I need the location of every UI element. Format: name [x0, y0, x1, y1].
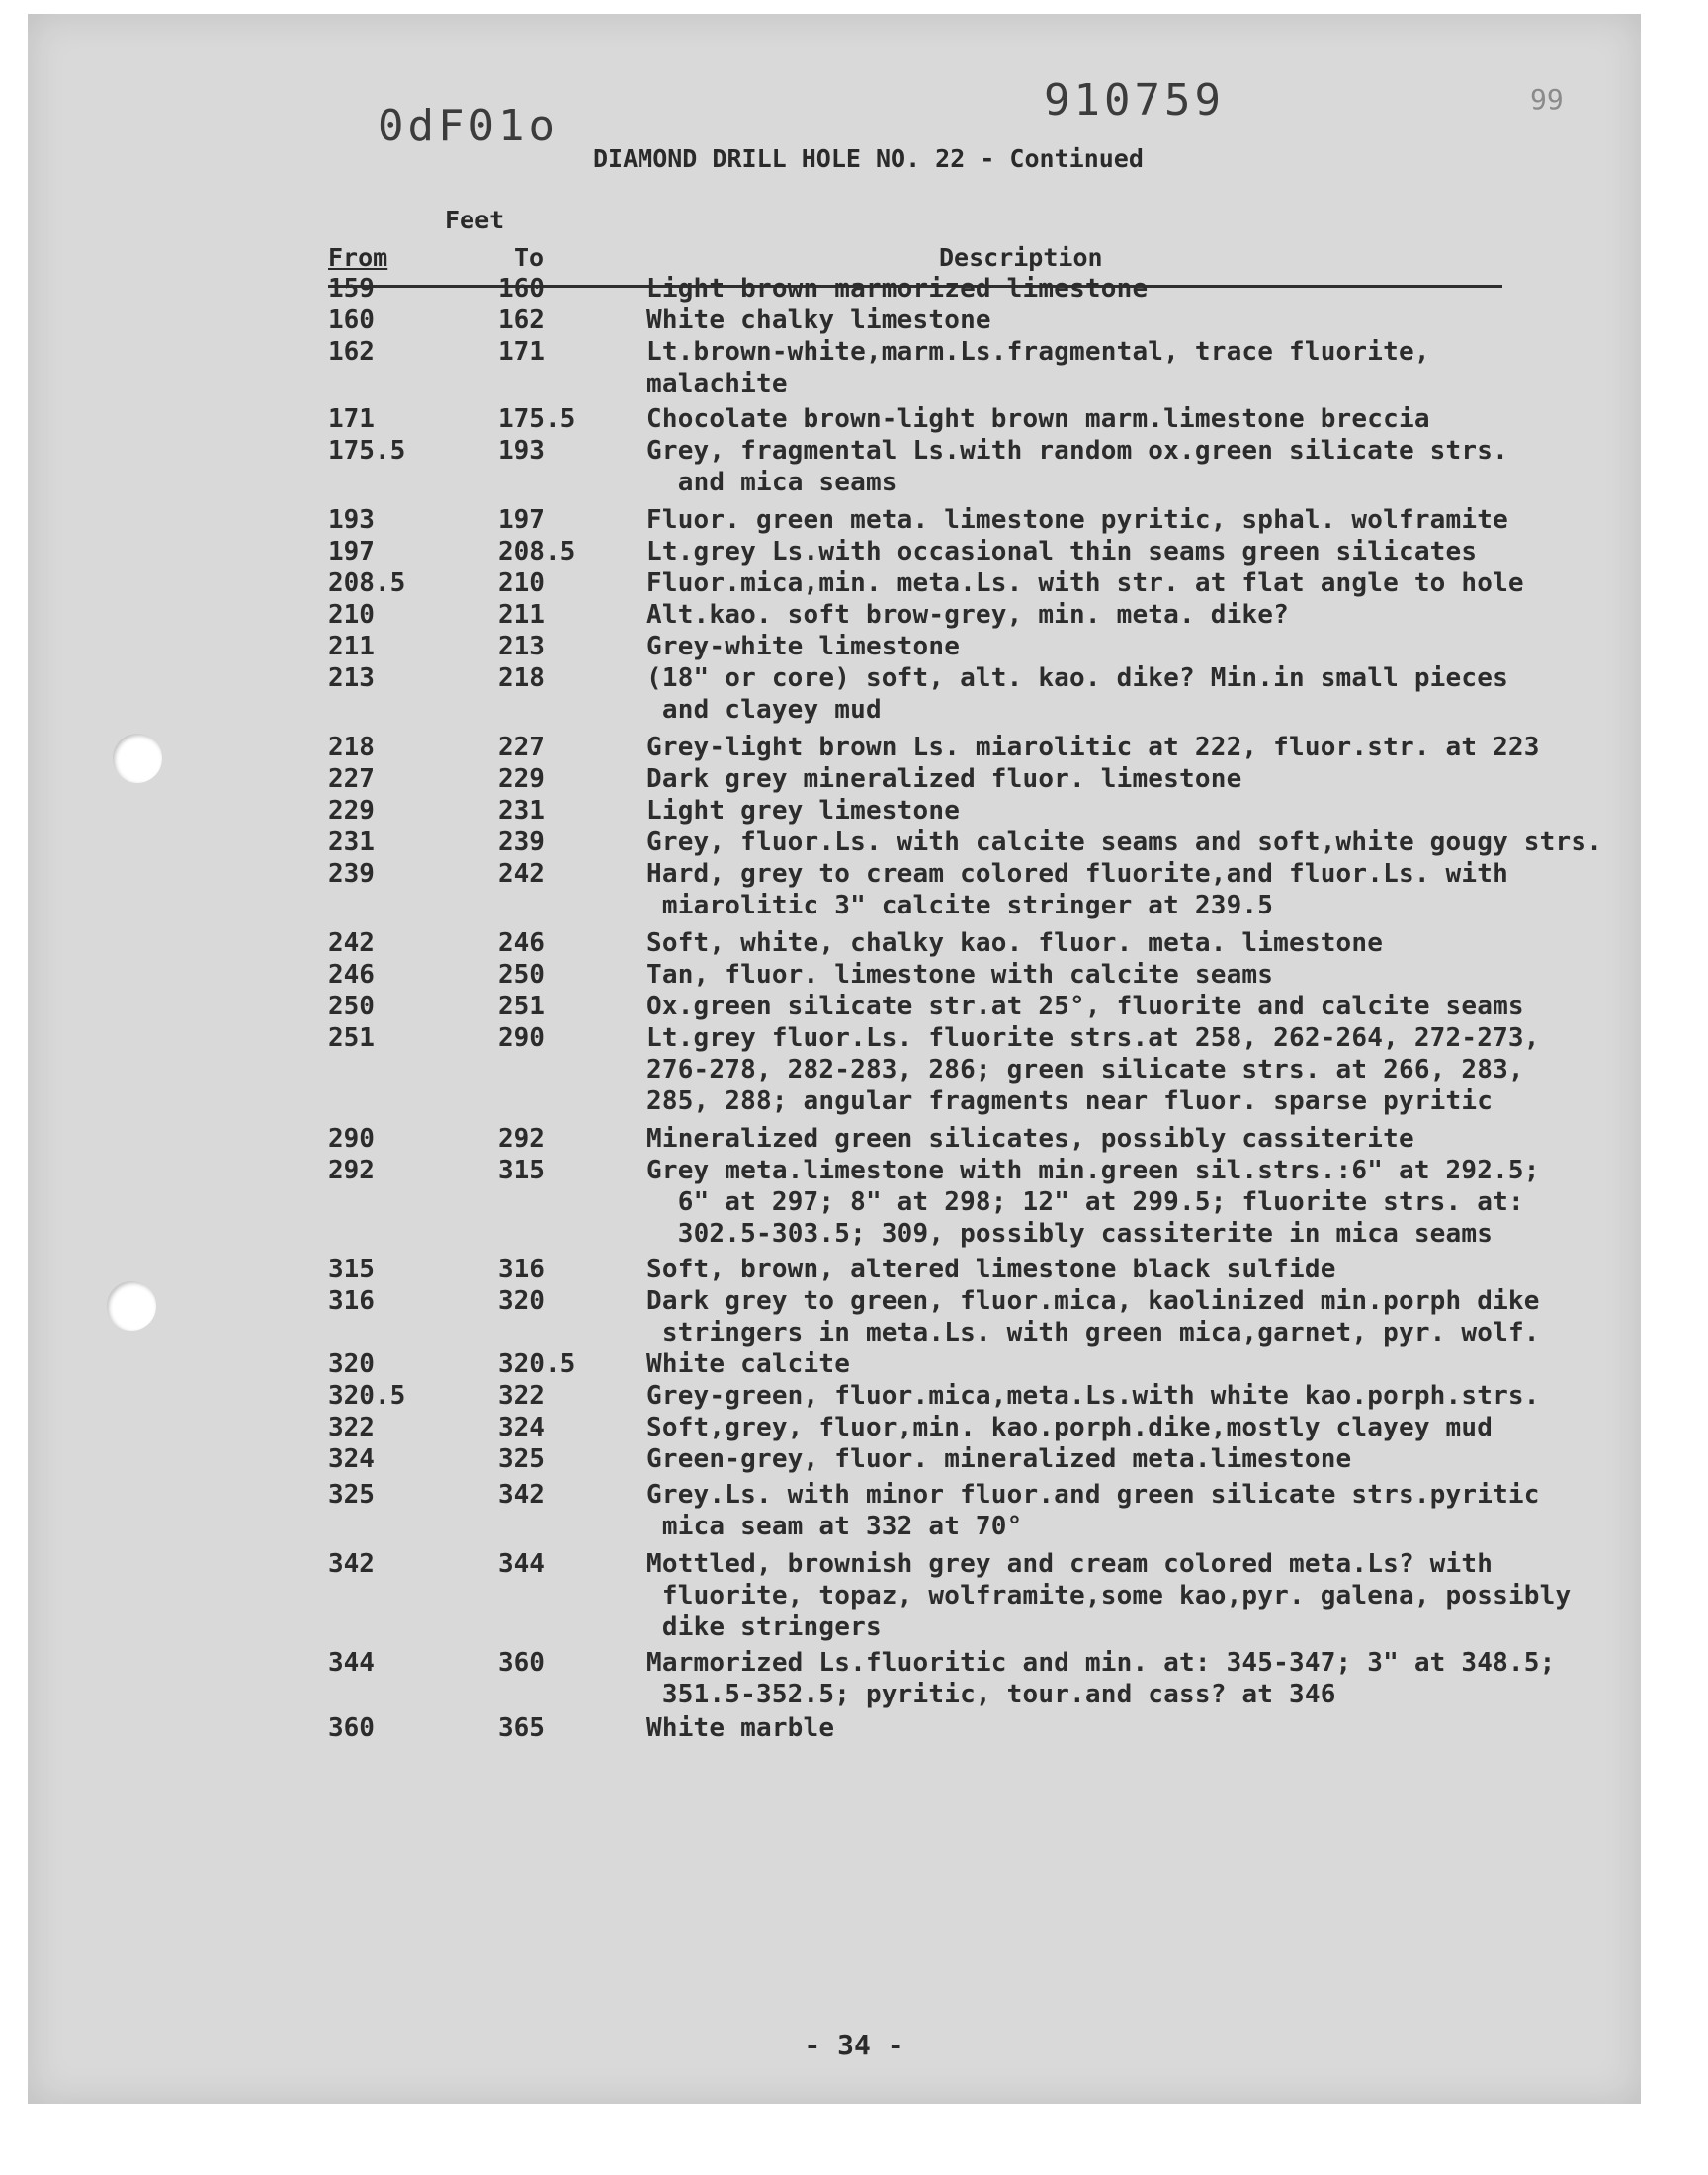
cell-from: 322	[328, 1413, 375, 1442]
table-row	[314, 1647, 1619, 1710]
cell-description: Grey-green, fluor.mica,meta.Ls.with white kao.porph.strs.	[646, 1381, 1540, 1411]
cell-to: 320.5	[498, 1349, 576, 1379]
left-stamp-number: 0dF01o	[378, 101, 558, 151]
cell-from: 197	[328, 537, 375, 566]
page-mark: 99	[1530, 83, 1564, 116]
cell-from: 193	[328, 505, 375, 535]
cell-to: 342	[498, 1480, 545, 1510]
cell-to: 229	[498, 764, 545, 794]
table-row	[314, 1443, 1619, 1475]
cell-to: 239	[498, 827, 545, 857]
cell-from: 325	[328, 1480, 375, 1510]
cell-to: 175.5	[498, 404, 576, 434]
cell-to: 160	[498, 274, 545, 304]
table-row	[314, 1254, 1619, 1285]
cell-to: 208.5	[498, 537, 576, 566]
cell-to: 324	[498, 1413, 545, 1442]
cell-description: Fluor. green meta. limestone pyritic, sphal. wolframite	[646, 505, 1508, 535]
cell-description: Hard, grey to cream colored fluorite,and fluor.Ls. with miarolitic 3" calcite stringer at 239.5	[646, 859, 1508, 920]
cell-description: Grey-light brown Ls. miarolitic at 222, fluor.str. at 223	[646, 733, 1540, 762]
cell-description: Lt.grey Ls.with occasional thin seams green silicates	[646, 537, 1478, 566]
header-to: To	[514, 243, 545, 272]
table-row	[314, 1285, 1619, 1348]
table-row	[314, 631, 1619, 662]
cell-description: Soft,grey, fluor,min. kao.porph.dike,mostly clayey mud	[646, 1413, 1494, 1442]
cell-from: 320.5	[328, 1381, 406, 1411]
cell-from: 229	[328, 796, 375, 826]
cell-description: Lt.grey fluor.Ls. fluorite strs.at 258, 262-264, 272-273, 276-278, 282-283, 286; green silicate strs. at 266, 283, 285, 288; angular fragments near fluor. sparse pyritic	[646, 1023, 1540, 1116]
table-row	[314, 763, 1619, 795]
cell-to: 197	[498, 505, 545, 535]
cell-to: 211	[498, 600, 545, 630]
table-row	[314, 1155, 1619, 1250]
cell-to: 193	[498, 436, 545, 466]
table-row	[314, 504, 1619, 536]
cell-to: 227	[498, 733, 545, 762]
cell-from: 213	[328, 663, 375, 693]
cell-from: 320	[328, 1349, 375, 1379]
cell-description: Soft, white, chalky kao. fluor. meta. limestone	[646, 928, 1384, 958]
cell-from: 316	[328, 1286, 375, 1316]
table-row	[314, 795, 1619, 826]
cell-to: 292	[498, 1124, 545, 1154]
cell-from: 175.5	[328, 436, 406, 466]
cell-description: Marmorized Ls.fluoritic and min. at: 345-347; 3" at 348.5; 351.5-352.5; pyritic, tour.and cass? at 346	[646, 1648, 1556, 1709]
cell-from: 292	[328, 1156, 375, 1185]
cell-description: Grey, fragmental Ls.with random ox.green silicate strs. and mica seams	[646, 436, 1508, 497]
cell-from: 231	[328, 827, 375, 857]
cell-from: 344	[328, 1648, 375, 1678]
table-row	[314, 927, 1619, 959]
cell-description: Fluor.mica,min. meta.Ls. with str. at flat angle to hole	[646, 568, 1524, 598]
cell-description: Light grey limestone	[646, 796, 961, 826]
table-row	[314, 599, 1619, 631]
cell-description: (18" or core) soft, alt. kao. dike? Min.in small pieces and clayey mud	[646, 663, 1508, 725]
cell-to: 360	[498, 1648, 545, 1678]
table-row	[314, 1548, 1619, 1643]
table-row	[314, 1412, 1619, 1443]
cell-description: White marble	[646, 1713, 835, 1743]
cell-from: 159	[328, 274, 375, 304]
cell-to: 210	[498, 568, 545, 598]
drill-log-table	[314, 273, 1619, 1744]
cell-from: 211	[328, 632, 375, 661]
cell-to: 325	[498, 1444, 545, 1474]
table-row	[314, 991, 1619, 1022]
cell-from: 251	[328, 1023, 375, 1053]
cell-description: Grey meta.limestone with min.green sil.strs.:6" at 292.5; 6" at 297; 8" at 298; 12" at 299.5; fluorite strs. at: 302.5-303.5; 309, possibly cassiterite in mica seams	[646, 1156, 1540, 1249]
cell-description: Light brown marmorized limestone	[646, 274, 1149, 304]
document-title: DIAMOND DRILL HOLE NO. 22 - Continued	[593, 144, 1144, 173]
cell-description: Dark grey to green, fluor.mica, kaolinized min.porph dike stringers in meta.Ls. with green mica,garnet, pyr. wolf.	[646, 1286, 1540, 1348]
cell-to: 162	[498, 305, 545, 335]
table-row	[314, 536, 1619, 567]
cell-from: 242	[328, 928, 375, 958]
cell-description: Soft, brown, altered limestone black sulfide	[646, 1255, 1336, 1284]
cell-to: 171	[498, 337, 545, 367]
table-row	[314, 336, 1619, 399]
table-row	[314, 1348, 1619, 1380]
cell-description: Ox.green silicate str.at 25°, fluorite and calcite seams	[646, 992, 1524, 1021]
table-row	[314, 304, 1619, 336]
header-feet: Feet	[445, 206, 505, 234]
cell-to: 344	[498, 1549, 545, 1579]
cell-to: 320	[498, 1286, 545, 1316]
table-row	[314, 959, 1619, 991]
punch-hole-top	[113, 734, 162, 783]
cell-from: 171	[328, 404, 375, 434]
cell-to: 322	[498, 1381, 545, 1411]
cell-to: 365	[498, 1713, 545, 1743]
cell-from: 250	[328, 992, 375, 1021]
cell-from: 360	[328, 1713, 375, 1743]
cell-description: Chocolate brown-light brown marm.limestone breccia	[646, 404, 1430, 434]
cell-to: 242	[498, 859, 545, 889]
cell-from: 324	[328, 1444, 375, 1474]
cell-description: Mineralized green silicates, possibly cassiterite	[646, 1124, 1414, 1154]
cell-description: Grey, fluor.Ls. with calcite seams and soft,white gougy strs.	[646, 827, 1603, 857]
cell-to: 218	[498, 663, 545, 693]
table-row	[314, 1380, 1619, 1412]
table-row	[314, 273, 1619, 304]
cell-to: 290	[498, 1023, 545, 1053]
table-row	[314, 1022, 1619, 1117]
table-row	[314, 1479, 1619, 1542]
cell-from: 160	[328, 305, 375, 335]
header-from: From	[328, 243, 388, 272]
cell-description: Grey-white limestone	[646, 632, 961, 661]
cell-from: 210	[328, 600, 375, 630]
cell-from: 246	[328, 960, 375, 990]
cell-description: Green-grey, fluor. mineralized meta.limestone	[646, 1444, 1352, 1474]
table-row	[314, 826, 1619, 858]
page-number: - 34 -	[804, 2029, 904, 2061]
table-row	[314, 662, 1619, 726]
cell-to: 251	[498, 992, 545, 1021]
table-row	[314, 435, 1619, 498]
cell-description: Grey.Ls. with minor fluor.and green silicate strs.pyritic mica seam at 332 at 70°	[646, 1480, 1540, 1541]
cell-from: 227	[328, 764, 375, 794]
table-row	[314, 1123, 1619, 1155]
cell-description: Lt.brown-white,marm.Ls.fragmental, trace fluorite, malachite	[646, 337, 1430, 398]
cell-from: 315	[328, 1255, 375, 1284]
table-row	[314, 403, 1619, 435]
table-row	[314, 567, 1619, 599]
cell-from: 162	[328, 337, 375, 367]
cell-from: 290	[328, 1124, 375, 1154]
table-row	[314, 732, 1619, 763]
cell-description: White chalky limestone	[646, 305, 991, 335]
table-row	[314, 1712, 1619, 1744]
cell-to: 316	[498, 1255, 545, 1284]
cell-from: 239	[328, 859, 375, 889]
cell-description: Mottled, brownish grey and cream colored meta.Ls? with fluorite, topaz, wolframite,some kao,pyr. galena, possibly dike stringers	[646, 1549, 1572, 1642]
cell-to: 315	[498, 1156, 545, 1185]
cell-from: 342	[328, 1549, 375, 1579]
punch-hole-bottom	[107, 1281, 156, 1331]
cell-to: 231	[498, 796, 545, 826]
header-description: Description	[939, 243, 1103, 272]
table-row	[314, 858, 1619, 921]
cell-from: 218	[328, 733, 375, 762]
cell-to: 250	[498, 960, 545, 990]
cell-description: White calcite	[646, 1349, 851, 1379]
cell-to: 213	[498, 632, 545, 661]
cell-description: Dark grey mineralized fluor. limestone	[646, 764, 1242, 794]
cell-to: 246	[498, 928, 545, 958]
cell-description: Tan, fluor. limestone with calcite seams	[646, 960, 1274, 990]
cell-description: Alt.kao. soft brow-grey, min. meta. dike?	[646, 600, 1289, 630]
right-stamp-number: 910759	[1044, 75, 1225, 126]
cell-from: 208.5	[328, 568, 406, 598]
